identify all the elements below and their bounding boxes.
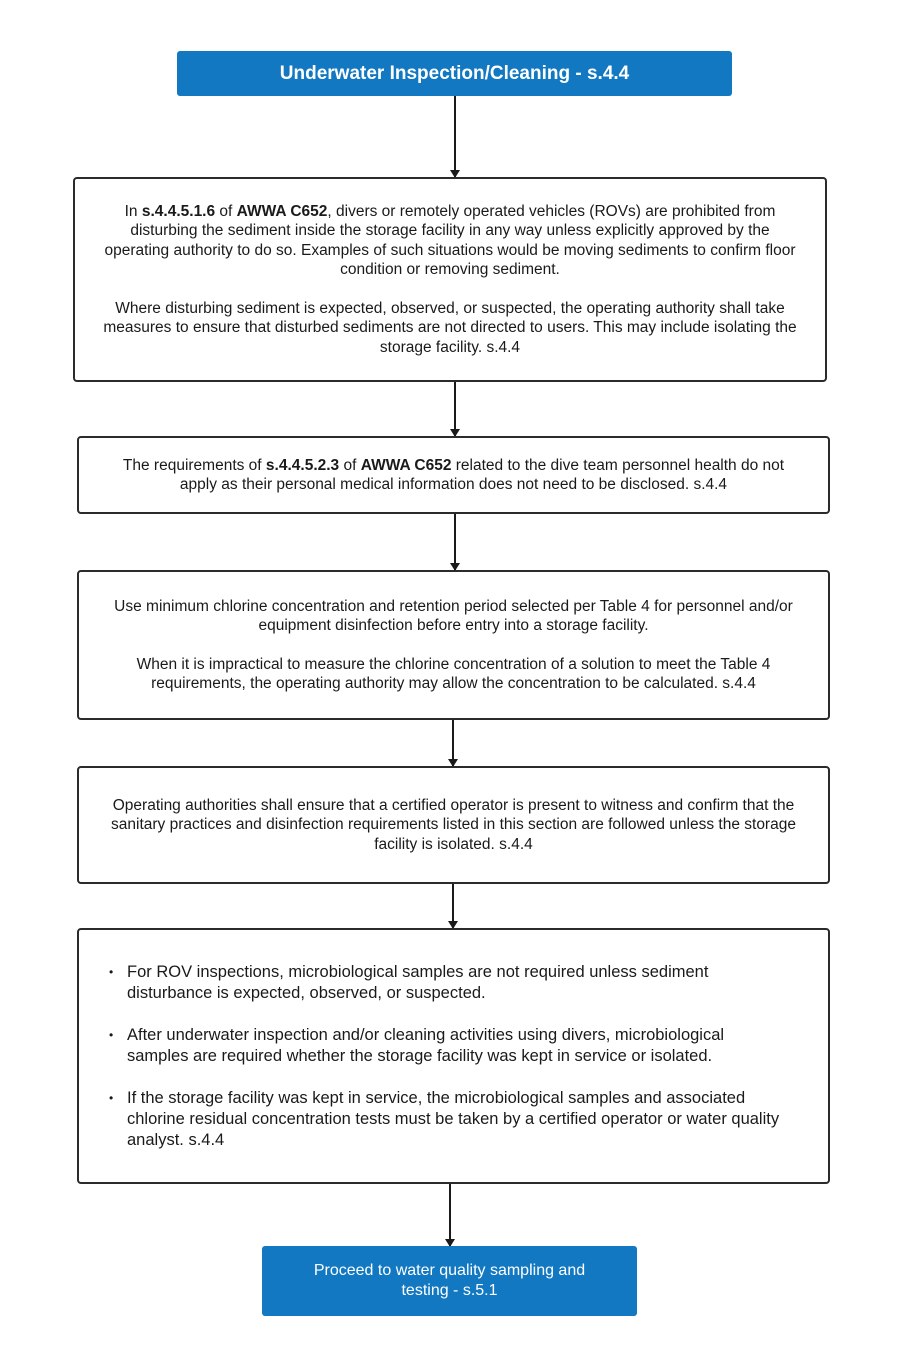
connector-arrow bbox=[454, 382, 456, 436]
flow-title-text: Underwater Inspection/Cleaning - s.4.4 bbox=[279, 62, 630, 84]
next-step-box bbox=[262, 1246, 637, 1316]
step-box-microbiological bbox=[77, 928, 830, 1184]
connector-arrow bbox=[454, 96, 456, 177]
connector-arrow bbox=[454, 514, 456, 570]
flow-title bbox=[177, 51, 732, 96]
chlorine-paragraph-2: When it is impractical to measure the chlorine concentration of a solution to meet the Table 4 requirements, the operating authority may allow the concentration to be calculated. s.4.4 bbox=[136, 655, 771, 692]
step-box-dive-health bbox=[77, 436, 830, 514]
list-item: • After underwater inspection and/or cleaning activities using divers, microbiological samples are required whether the storage facility was kept in service or isolated. bbox=[79, 1025, 828, 1067]
sediment-paragraph-2: Where disturbing sediment is expected, observed, or suspected, the operating authority shall take measures to ensure that disturbed sediments are not directed to users. This may include isolating the storage facility. s.4.4 bbox=[103, 299, 797, 356]
certified-operator-text: Operating authorities shall ensure that a certified operator is present to witness and confirm that the sanitary practices and disinfection requirements listed in this section are followed unless the storage facility is isolated. s.4.4 bbox=[111, 796, 796, 853]
section-ref: s.4.4.5.1.6 bbox=[141, 202, 216, 220]
list-item: • For ROV inspections, microbiological samples are not required unless sediment disturbance is expected, observed, or suspected. bbox=[79, 962, 828, 1004]
step-box-certified-operator bbox=[77, 766, 830, 884]
connector-arrow bbox=[452, 720, 454, 766]
sediment-paragraph-1: In s.4.4.5.1.6 of AWWA C652, divers or remotely operated vehicles (ROVs) are prohibited from disturbing the sediment inside the storage facility in any way unless explicitly approved by the operating authority to do so. Examples of such situations would be moving sediments to confirm floor condition or removing sediment. bbox=[104, 202, 796, 279]
dive-health-text: The requirements of s.4.4.5.2.3 of AWWA C652 related to the dive team personnel health do not apply as their personal medical information does not need to be disclosed. s.4.4 bbox=[122, 456, 785, 493]
step-box-sediment bbox=[73, 177, 827, 382]
section-ref: s.4.4.5.2.3 bbox=[265, 456, 340, 474]
microbiological-list bbox=[79, 962, 828, 1151]
standard-ref: AWWA C652 bbox=[236, 202, 328, 220]
step-box-chlorine bbox=[77, 570, 830, 720]
standard-ref: AWWA C652 bbox=[360, 456, 452, 474]
chlorine-paragraph-1: Use minimum chlorine concentration and retention period selected per Table 4 for personnel and/or equipment disinfection before entry into a storage facility. bbox=[114, 597, 793, 634]
connector-arrow bbox=[452, 884, 454, 928]
next-step-text: Proceed to water quality sampling and testing - s.5.1 bbox=[313, 1262, 586, 1299]
list-item: • If the storage facility was kept in service, the microbiological samples and associated chlorine residual concentration tests must be taken by a certified operator or water quality analyst. s.4.4 bbox=[79, 1088, 828, 1151]
connector-arrow bbox=[449, 1184, 451, 1246]
